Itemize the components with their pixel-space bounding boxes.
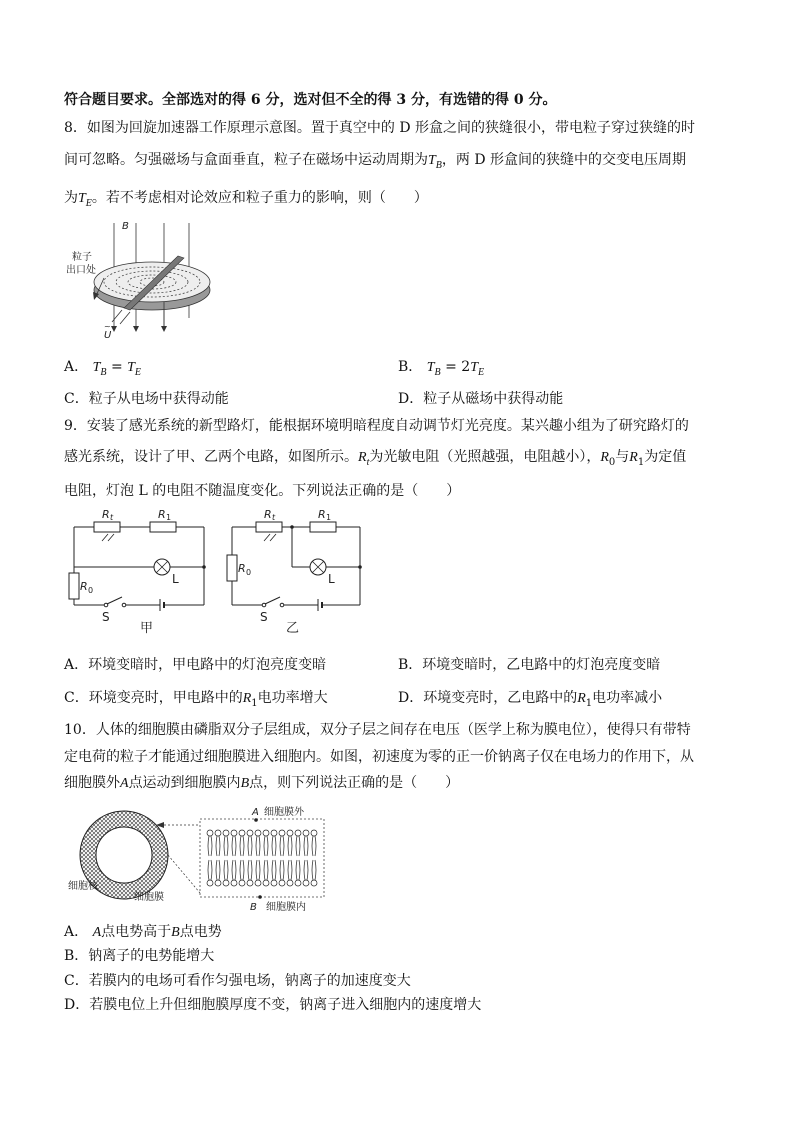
jia-lamp-label: L: [172, 572, 179, 586]
q9-option-d[interactable]: D．环境变亮时，乙电路中的$R_1$电功率减小: [398, 690, 663, 709]
circuit-yi: [226, 505, 376, 635]
yi-r0-label: R: [238, 562, 246, 575]
outside-membrane-label: 细胞膜外: [264, 807, 304, 818]
q8-line2: 间可忽略。匀强磁场与盒面垂直，粒子在磁场中运动周期为$T_B$，两 D 形盒间的狭缝中的交变电压周期: [64, 152, 687, 171]
q10-line1: 10．人体的细胞膜由磷脂双分子层组成，双分子层之间存在电压（医学上称为膜电位），使得只有带特: [64, 722, 691, 738]
q8-option-d[interactable]: D．粒子从磁场中获得动能: [398, 391, 564, 407]
jia-r1-sub: 1: [166, 513, 172, 522]
q9-line2: 感光系统，设计了甲、乙两个电路，如图所示。$R_t$为光敏电阻（光照越强，电阻越小），$R_0$与$R_1$为定值: [64, 449, 687, 468]
nucleus-label: 细胞核: [68, 881, 98, 892]
q10-option-c[interactable]: C．若膜内的电场可看作匀强电场，钠离子的加速度变大: [64, 973, 411, 989]
q9-line3: 电阻，灯泡 L 的电阻不随温度变化。下列说法正确的是（ ）: [64, 483, 461, 499]
q8-option-c[interactable]: C．粒子从电场中获得动能: [64, 391, 229, 407]
q10-option-b[interactable]: B．钠离子的电势能增大: [64, 948, 215, 964]
jia-rt-sub: t: [110, 513, 114, 522]
q9-option-a[interactable]: A．环境变暗时，甲电路中的灯泡亮度变暗: [64, 657, 327, 673]
q10-option-d[interactable]: D．若膜电位上升但细胞膜厚度不变，钠离子进入细胞内的速度增大: [64, 997, 482, 1013]
circuit-jia: [64, 505, 214, 635]
section-instruction: 符合题目要求。全部选对的得 6 分，选对但不全的得 3 分，有选错的得 0 分。: [64, 92, 557, 108]
q8-line1: 8．如图为回旋加速器工作原理示意图。置于真空中的 D 形盒之间的狭缝很小，带电粒子穿过狭缝的时: [64, 120, 696, 136]
q9-option-c[interactable]: C．环境变亮时，甲电路中的$R_1$电功率增大: [64, 690, 328, 709]
jia-switch-label: S: [102, 610, 110, 624]
q9-line1: 9．安装了感光系统的新型路灯，能根据环境明暗程度自动调节灯光亮度。某兴趣小组为了研究路灯的: [64, 418, 689, 434]
jia-r0-sub: 0: [88, 586, 94, 595]
inside-membrane-label: 细胞膜内: [266, 902, 306, 913]
jia-r0-label: R: [80, 580, 88, 593]
q8-option-a[interactable]: A． $T_B = T_E$: [64, 359, 142, 378]
q10-line2: 定电荷的粒子才能通过细胞膜进入细胞内。如图，初速度为零的正一价钠离子仅在电场力的作用下，从: [64, 749, 694, 765]
yi-rt-label: R: [264, 508, 272, 521]
phospholipid-bilayer: [207, 830, 317, 886]
yi-r1-label: R: [318, 508, 326, 521]
yi-lamp-label: L: [328, 572, 335, 586]
exit-label-1: 粒子: [72, 252, 92, 263]
jia-caption: 甲: [140, 621, 154, 636]
yi-rt-sub: t: [272, 513, 276, 522]
jia-r1-label: R: [158, 508, 166, 521]
point-A-label: A: [252, 807, 259, 818]
q8-line3: 为$T_E$。若不考虑相对论效应和粒子重力的影响，则（ ）: [64, 190, 428, 209]
q10-line3: 细胞膜外A点运动到细胞膜内B点，则下列说法正确的是（ ）: [64, 775, 460, 791]
cell-membrane-figure: [64, 803, 334, 915]
point-B-label: B: [250, 902, 257, 913]
voltage-ac-mark: ~: [104, 322, 111, 331]
q10-option-a[interactable]: A． A点电势高于B点电势: [64, 924, 222, 940]
q9-option-b[interactable]: B．环境变暗时，乙电路中的灯泡亮度变暗: [398, 657, 661, 673]
field-B-label: B: [122, 221, 129, 232]
yi-r1-sub: 1: [326, 513, 332, 522]
jia-rt-label: R: [102, 508, 110, 521]
membrane-label: 细胞膜: [134, 892, 164, 903]
yi-caption: 乙: [286, 621, 300, 636]
cyclotron-figure: [64, 218, 224, 343]
exit-label-2: 出口处: [66, 265, 96, 276]
yi-switch-label: S: [260, 610, 268, 624]
yi-r0-sub: 0: [246, 568, 252, 577]
q8-option-b[interactable]: B． $T_B = 2T_E$: [398, 359, 485, 378]
voltage-U-label: U: [104, 330, 112, 341]
